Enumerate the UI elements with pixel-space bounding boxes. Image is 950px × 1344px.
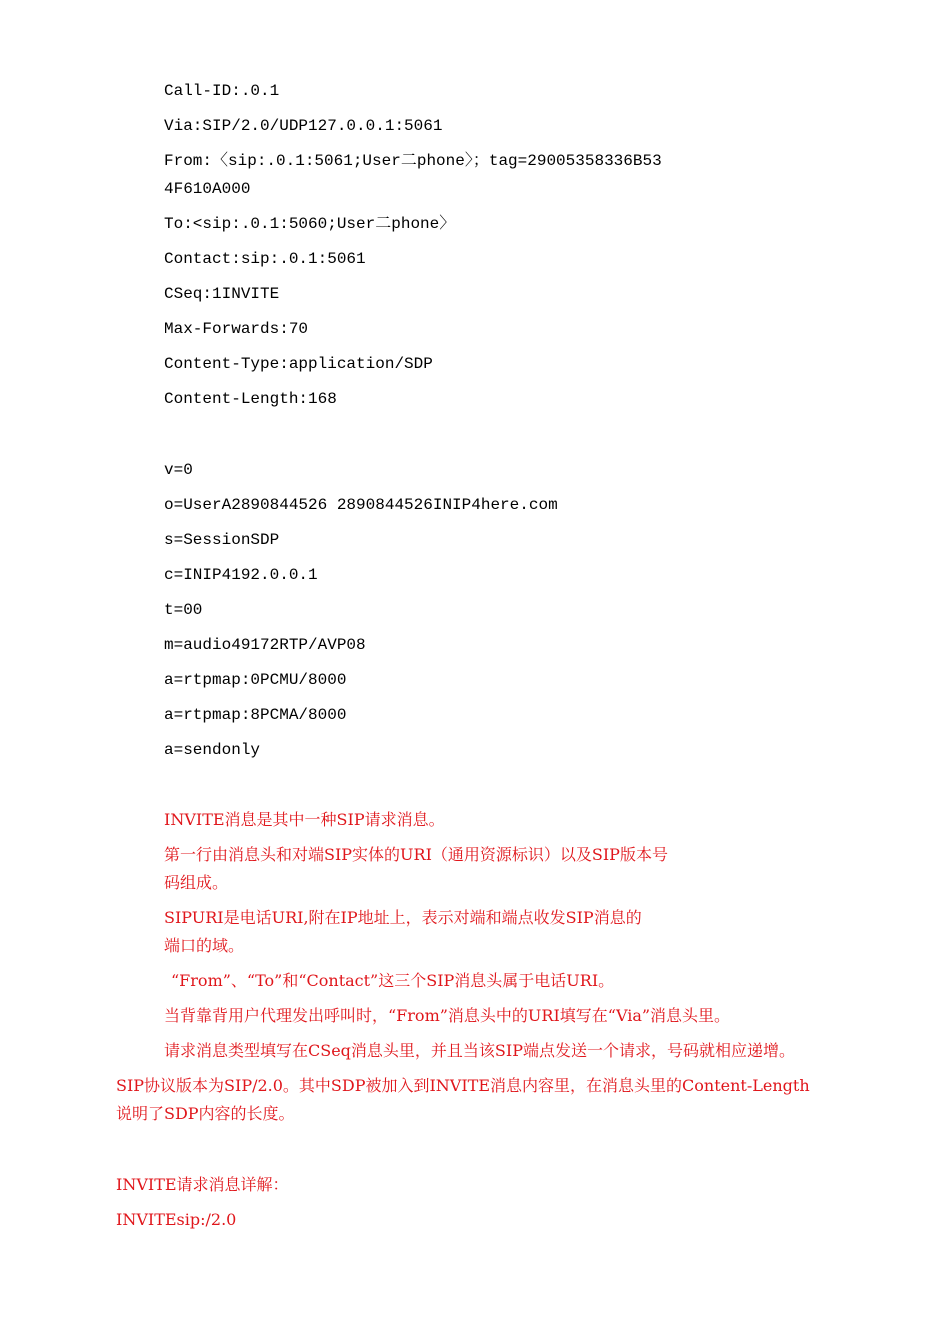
sip-header-from-continued: 4F610A000 — [164, 180, 251, 198]
sip-header-call-id: Call-ID:.0.1 — [164, 82, 280, 100]
invite-request-line: INVITEsip:/2.0 — [116, 1210, 237, 1229]
sip-header-via: Via:SIP/2.0/UDP127.0.0.1:5061 — [164, 117, 443, 135]
sdp-attribute-pcma: a=rtpmap:8PCMA/8000 — [164, 706, 347, 724]
sdp-session-name: s=SessionSDP — [164, 531, 280, 549]
note-invite-request: INVITE消息是其中一种SIP请求消息。 — [164, 810, 445, 829]
sdp-origin: o=UserA2890844526 2890844526INIP4here.com — [164, 496, 558, 514]
sip-header-content-type: Content-Type:application/SDP — [164, 355, 433, 373]
note-sip-version: SIP协议版本为SIP/2.0。其中SDP被加入到INVITE消息内容里，在消息头里的Content-Length — [116, 1076, 810, 1095]
sip-header-content-length: Content-Length:168 — [164, 390, 337, 408]
note-sip-uri-continued: 端口的域。 — [164, 936, 245, 955]
note-first-line-continued: 码组成。 — [164, 873, 229, 892]
note-b2bua-via: 当背靠背用户代理发出呼叫时，“From”消息头中的URI填写在“Via”消息头里。 — [164, 1006, 731, 1025]
note-sip-version-continued: 说明了SDP内容的长度。 — [116, 1104, 295, 1123]
sip-header-contact: Contact:sip:.0.1:5061 — [164, 250, 366, 268]
invite-detail-heading: INVITE请求消息详解： — [116, 1175, 289, 1194]
note-cseq: 请求消息类型填写在CSeq消息头里，并且当该SIP端点发送一个请求，号码就相应递增。 — [164, 1041, 795, 1060]
note-sip-uri: SIPURI是电话URI,附在IP地址上，表示对端和端点收发SIP消息的 — [164, 908, 642, 927]
sip-header-to: To:<sip:.0.1:5060;User二phone〉 — [164, 215, 456, 233]
sdp-version: v=0 — [164, 461, 193, 479]
sip-header-from: From:〈sip:.0.1:5061;User二phone〉；tag=29005358336B53 — [164, 152, 662, 170]
sdp-connection: c=INIP4192.0.0.1 — [164, 566, 318, 584]
note-from-to-contact: “From”、“To”和“Contact”这三个SIP消息头属于电话URI。 — [171, 971, 615, 990]
sip-header-cseq: CSeq:1INVITE — [164, 285, 280, 303]
note-first-line: 第一行由消息头和对端SIP实体的URI（通用资源标识）以及SIP版本号 — [164, 845, 668, 864]
sdp-media: m=audio49172RTP/AVP08 — [164, 636, 366, 654]
sdp-attribute-pcmu: a=rtpmap:0PCMU/8000 — [164, 671, 347, 689]
sdp-timing: t=00 — [164, 601, 203, 619]
sip-header-max-forwards: Max-Forwards:70 — [164, 320, 309, 338]
sdp-attribute-sendonly: a=sendonly — [164, 741, 261, 759]
